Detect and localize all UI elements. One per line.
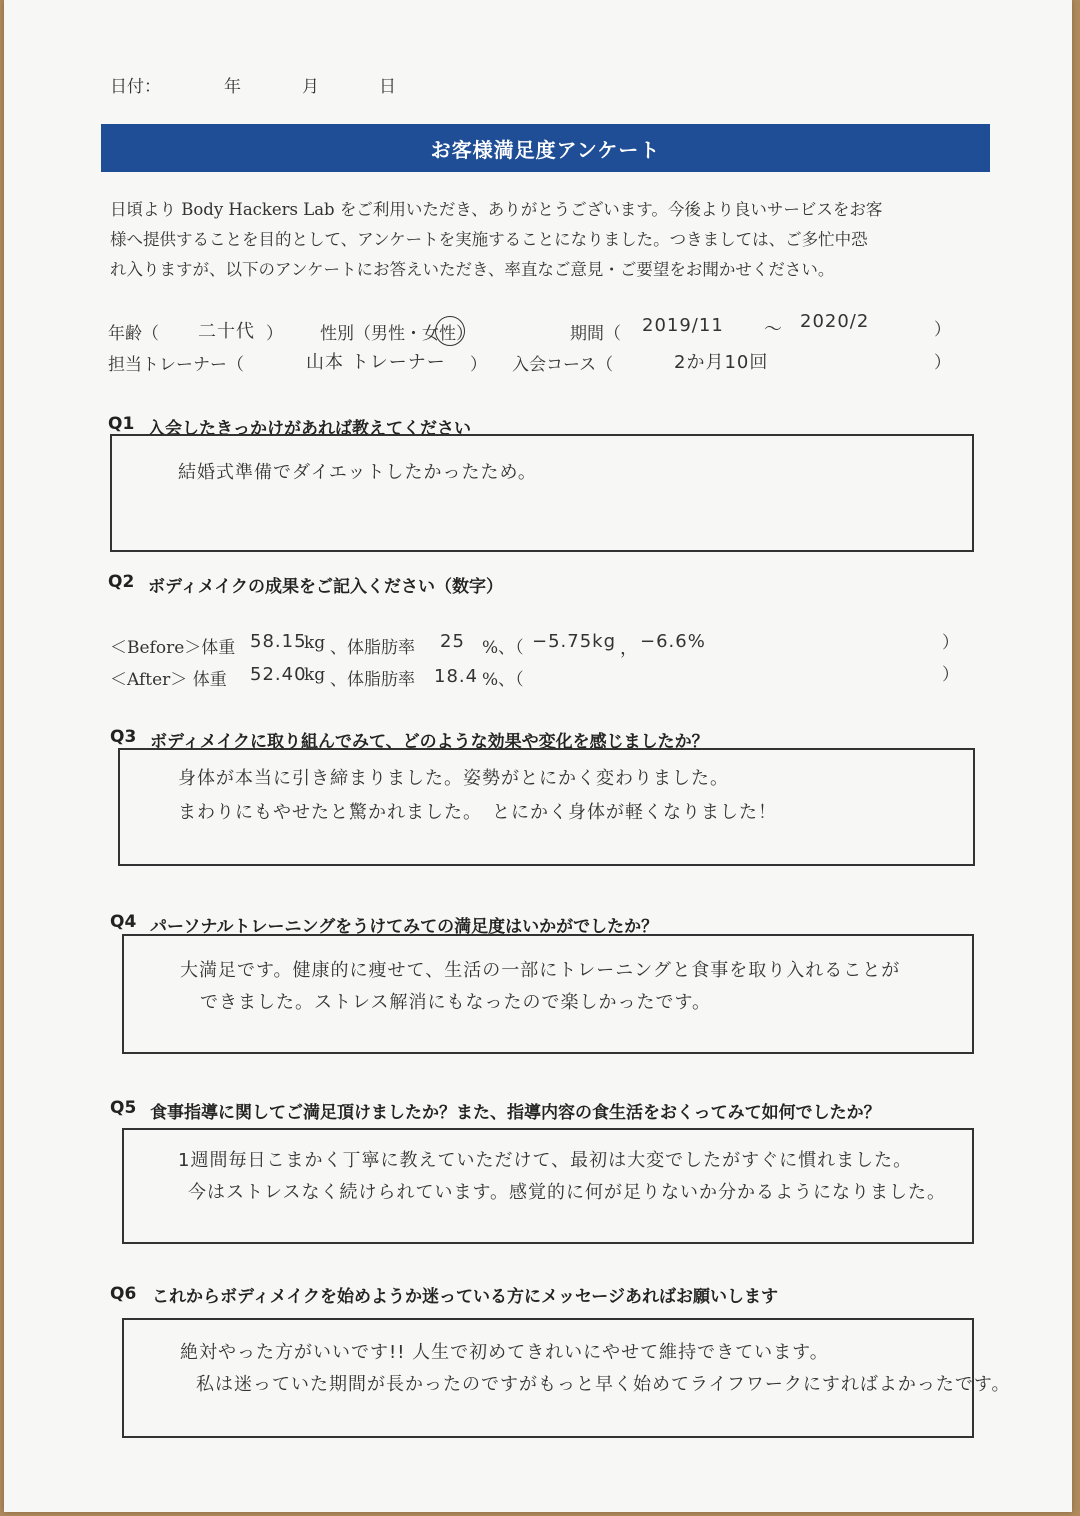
q6-answer-line-2: 私は迷っていた期間が長かったのですがもっと早く始めてライフワークにすればよかったです。 — [196, 1374, 1011, 1395]
q1-question: 入会したきっかけがあれば教えてください — [148, 419, 471, 439]
q2-before-fat: 25 — [440, 631, 465, 652]
q4-answer-line-1: 大満足です。健康的に痩せて、生活の一部にトレーニングと食事を取り入れることが — [180, 960, 901, 981]
trainer-value: 山本 トレーナー — [306, 352, 446, 373]
course-value: 2か月10回 — [674, 352, 769, 373]
q5-answer-line-2: 今はストレスなく続けられています。感覚的に何が足りないか分かるようになりました。 — [188, 1182, 947, 1203]
date-month: 月 — [302, 77, 319, 97]
q2-before-close: ） — [942, 633, 959, 653]
q2-after-close: ） — [942, 665, 959, 685]
period-close: ） — [934, 320, 951, 340]
q2-after-percent: %、（ — [482, 670, 524, 690]
date-year: 年 — [224, 77, 241, 97]
date-day: 日 — [379, 77, 396, 97]
q3-answer-box — [118, 748, 975, 866]
q2-before-percent: %、（ — [482, 638, 524, 658]
q1-label: Q1 — [108, 414, 135, 434]
survey-title-bar — [101, 124, 990, 172]
age-value: 二十代 — [198, 321, 255, 342]
q3-label: Q3 — [110, 727, 137, 747]
date-label: 日付： — [110, 77, 161, 97]
q2-label: Q2 — [108, 572, 135, 592]
trainer-label: 担当トレーナー（ — [108, 355, 244, 375]
q1-answer: 結婚式準備でダイエットしたかったため。 — [178, 462, 537, 483]
q4-answer-box — [122, 934, 974, 1054]
q2-before-fat-label: 、体脂肪率 — [330, 638, 415, 658]
q2-question: ボディメイクの成果をご記入ください（数字） — [148, 577, 503, 597]
q6-question: これからボディメイクを始めようか迷っている方にメッセージあればお願いします — [152, 1287, 778, 1307]
q3-question: ボディメイクに取り組んでみて、どのような効果や変化を感じましたか？ — [150, 732, 709, 752]
q2-diff-fat: −6.6% — [640, 631, 706, 652]
q4-label: Q4 — [110, 912, 137, 932]
q5-question: 食事指導に関してご満足頂けましたか？また、指導内容の食生活をおくってみて如何でしたか？ — [150, 1103, 881, 1123]
period-label: 期間（ — [570, 324, 621, 344]
course-close: ） — [934, 353, 951, 373]
q1-answer-box — [110, 434, 974, 552]
q4-question: パーソナルトレーニングをうけてみての満足度はいかがでしたか？ — [150, 917, 659, 937]
q4-answer-line-2: できました。ストレス解消にもなったので楽しかったです。 — [200, 992, 712, 1013]
q5-answer-box — [122, 1128, 974, 1244]
q3-answer-line-2: まわりにもやせたと驚かれました。 とにかく身体が軽くなりました！ — [178, 802, 777, 823]
q2-before-kg: kg — [304, 633, 326, 653]
q6-answer-box — [122, 1318, 1011, 1438]
gender-label: 性別（男性・女性） — [320, 324, 473, 344]
age-close: ） — [266, 324, 283, 344]
q5-answer-line-1: 1週間毎日こまかく丁寧に教えていただけて、最初は大変でしたがすぐに慣れました。 — [178, 1150, 913, 1171]
q2-after-fat-label: 、体脂肪率 — [330, 670, 415, 690]
age-label: 年齢（ — [108, 324, 159, 344]
q2-before-weight: 58.15 — [250, 631, 307, 652]
intro-line-2: 様へ提供することを目的として、アンケートを実施することになりました。つきましては、ご多忙中恐 — [110, 230, 868, 249]
period-start: 2019/11 — [642, 315, 724, 336]
q6-label: Q6 — [110, 1284, 137, 1304]
gender-female-circle — [435, 316, 465, 346]
q6-answer-line-1: 絶対やった方がいいです!! 人生で初めてきれいにやせて維持できています。 — [180, 1342, 829, 1363]
q2-after-weight: 52.40 — [250, 664, 307, 685]
intro-line-1: 日頃より Body Hackers Lab をご利用いただき、ありがとうございます。今後より良いサービスをお客 — [110, 200, 883, 219]
q2-after-label: ＜After＞ 体重 — [110, 670, 227, 690]
period-end: 2020/2 — [800, 311, 870, 332]
q2-diff-comma: ， — [620, 638, 639, 659]
q3-answer-line-1: 身体が本当に引き締まりました。姿勢がとにかく変わりました。 — [178, 768, 729, 789]
q2-after-kg: kg — [304, 665, 326, 685]
course-label: 入会コース（ — [512, 355, 614, 375]
q2-after-fat: 18.4 — [434, 666, 479, 687]
survey-sheet — [4, 0, 1072, 1512]
q2-before-label: ＜Before＞体重 — [110, 638, 236, 658]
survey-title: お客様満足度アンケート — [430, 137, 661, 162]
trainer-close: ） — [470, 355, 487, 375]
q5-label: Q5 — [110, 1098, 137, 1118]
intro-line-3: れ入りますが、以下のアンケートにお答えいただき、率直なご意見・ご要望をお聞かせください。 — [110, 260, 835, 279]
q2-diff-weight: −5.75kg — [532, 631, 617, 652]
period-separator: 〜 — [764, 319, 783, 340]
